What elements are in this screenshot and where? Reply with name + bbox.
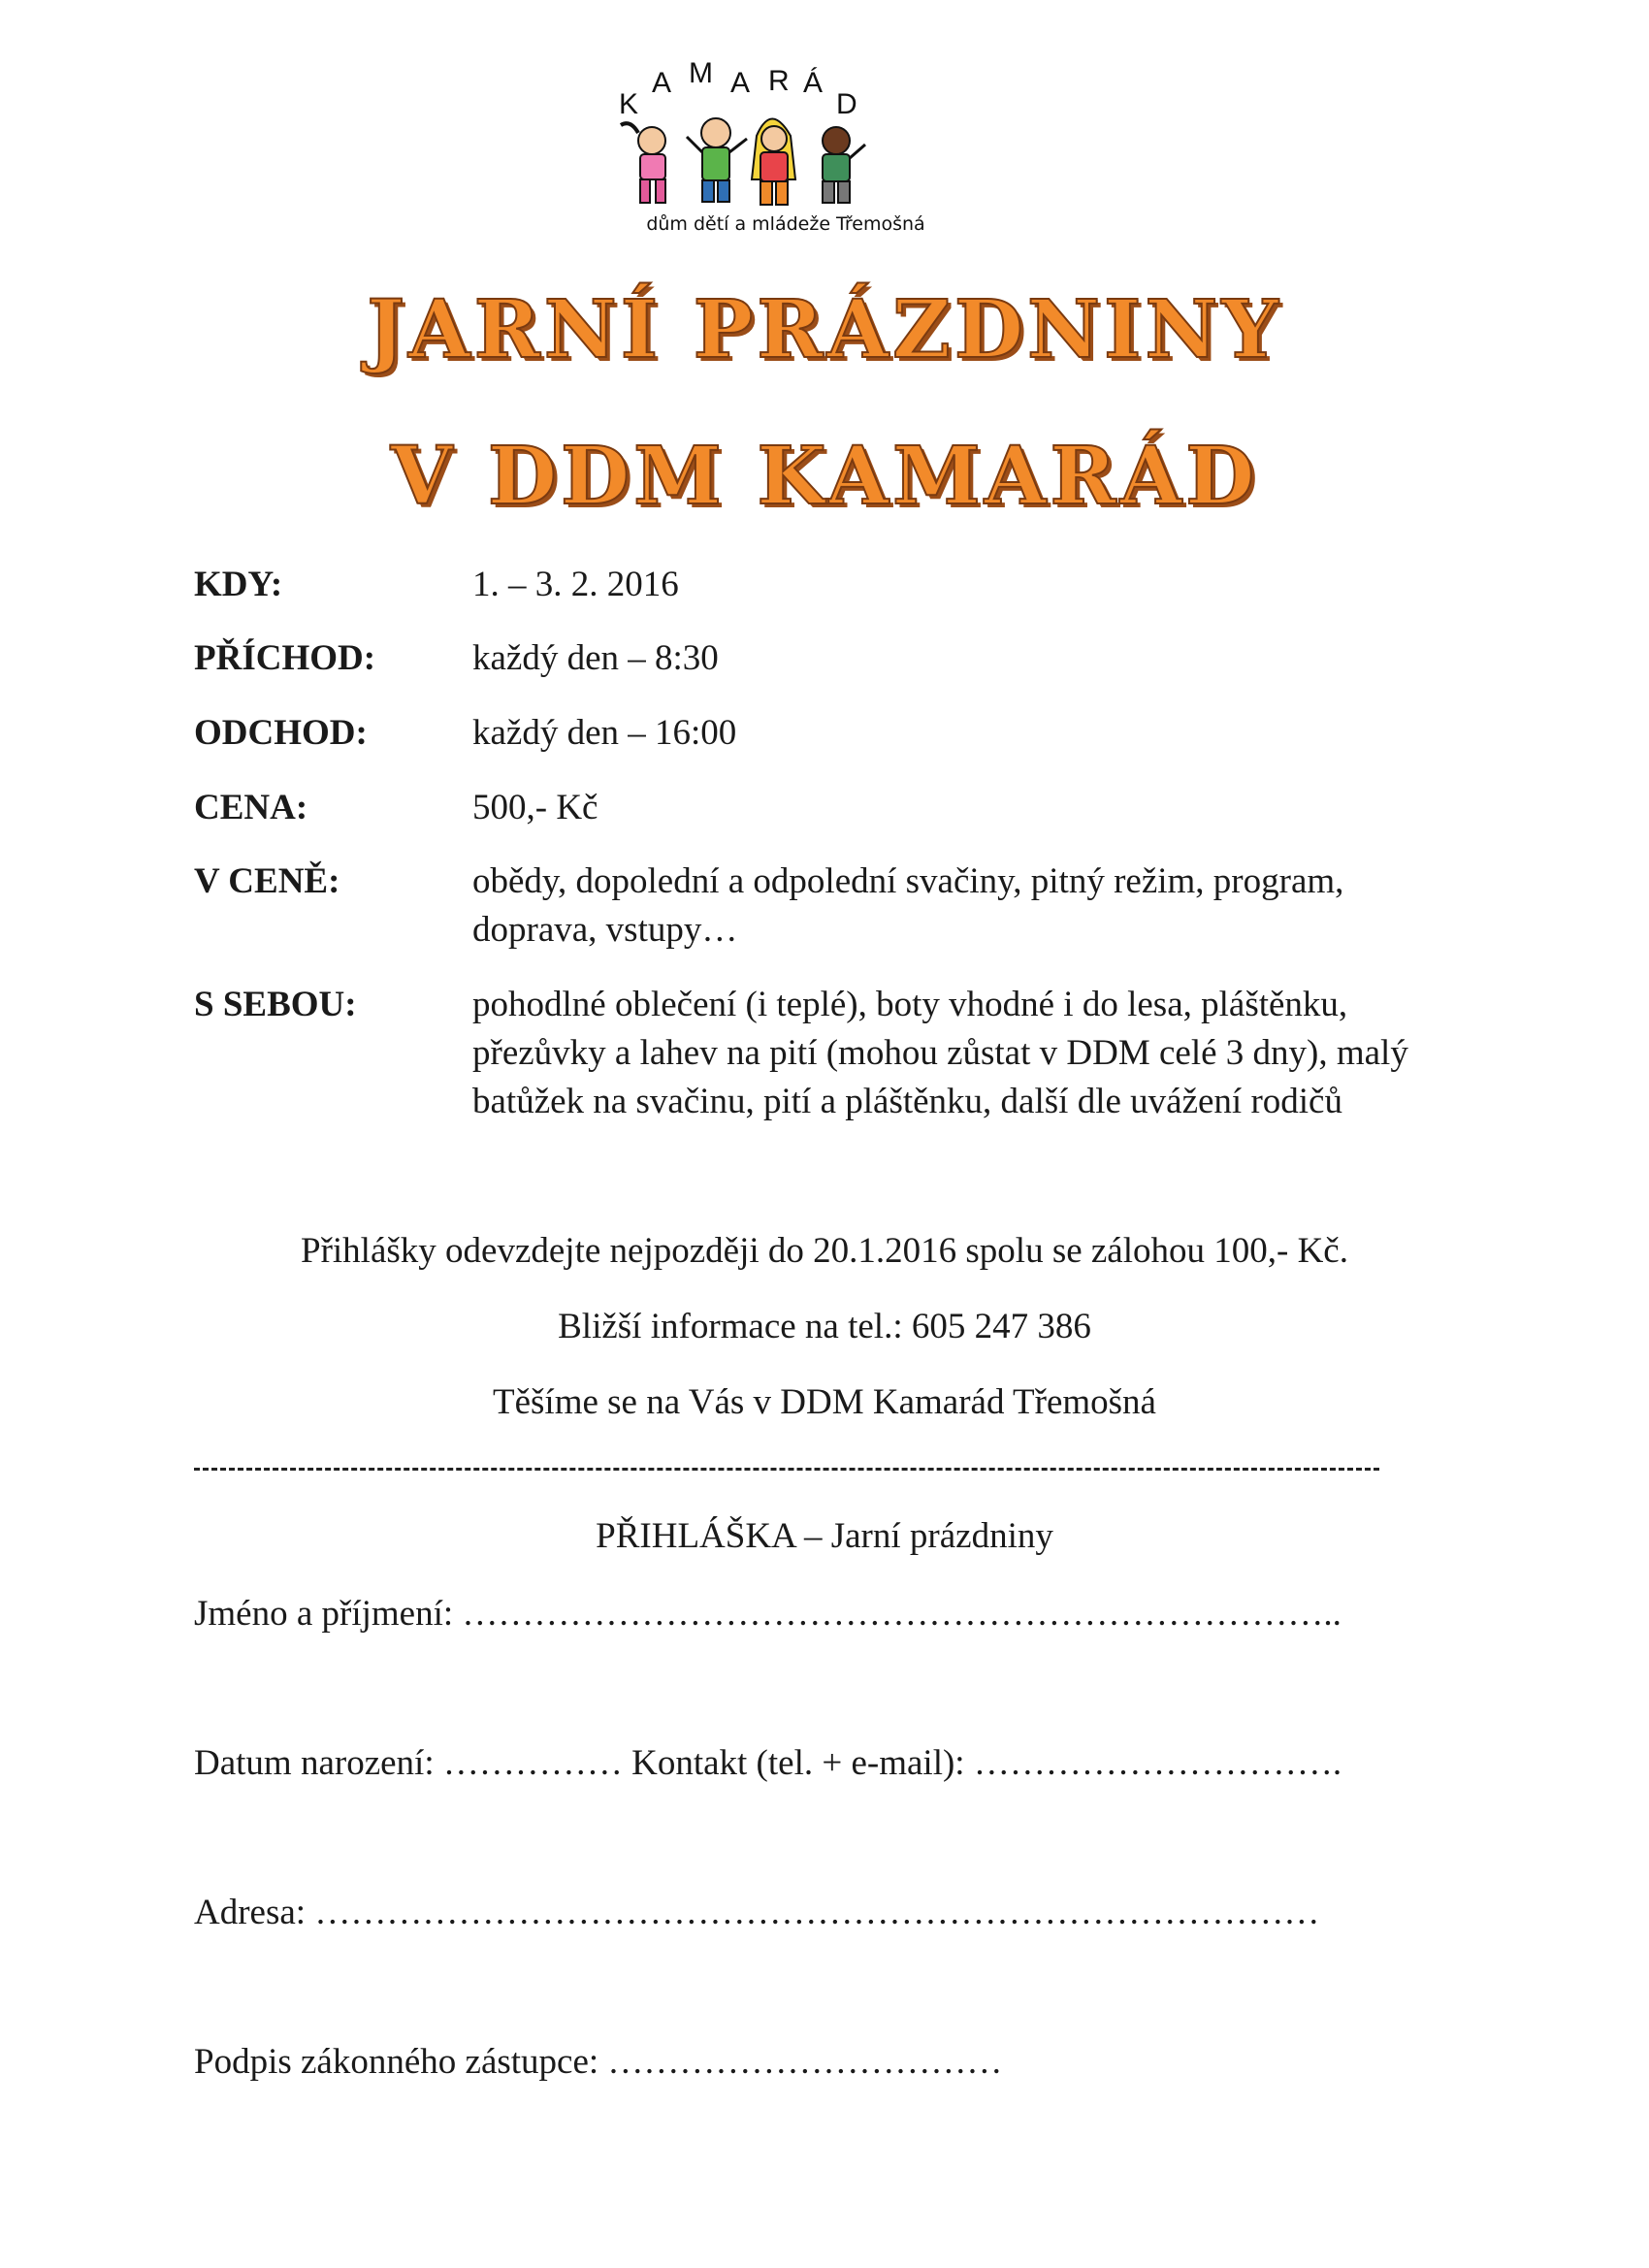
ddm-kamarad-logo (592, 44, 980, 243)
child-figure-icon (823, 127, 865, 203)
contact-note: Bližší informace na tel.: 605 247 386 (558, 1307, 1091, 1346)
svg-text:M: M (689, 57, 713, 89)
child-figure-icon (752, 119, 795, 206)
headline-line-2: V DDM KAMARÁD (390, 430, 1259, 523)
svg-text:A: A (730, 67, 751, 99)
info-value: každý den – 16:00 (472, 713, 737, 753)
info-value: obědy, dopolední a odpolední svačiny, pitný režim, program, doprava, vstupy… (472, 861, 1344, 950)
name-field[interactable]: Jméno a příjmení: ……………………………………………………………….. (194, 1594, 1342, 1634)
info-value: 1. – 3. 2. 2016 (472, 565, 679, 604)
info-label: S SEBOU: (194, 985, 357, 1024)
svg-text:K: K (619, 88, 639, 120)
info-value: 500,- Kč (472, 788, 598, 827)
svg-text:D: D (836, 88, 857, 120)
svg-text:dům dětí a mládeže Třemošná: dům dětí a mládeže Třemošná (646, 213, 925, 235)
svg-text:R: R (768, 65, 790, 97)
address-field[interactable]: Adresa: ………………………………………………………………………… (194, 1893, 1320, 1932)
info-label: KDY: (194, 565, 283, 604)
info-value: pohodlné oblečení (i teplé), boty vhodné i do lesa, pláštěnku, přezůvky a lahev na pití (mohou zůstat v DDM celé 3 dny), malý batůžek na svačinu, pití a pláštěnku, další dle uvážení rodičů (472, 985, 1408, 1121)
headline-line-1: JARNÍ PRÁZDNINY (367, 283, 1282, 376)
info-label: PŘÍCHOD: (194, 638, 376, 678)
info-value: každý den – 8:30 (472, 638, 719, 678)
child-figure-icon (621, 123, 665, 203)
info-label: V CENĚ: (194, 861, 340, 901)
birth-contact-field[interactable]: Datum narození: …………… Kontakt (tel. + e-mail): …………………………. (194, 1743, 1342, 1783)
signature-field[interactable]: Podpis zákonného zástupce: …………………………… (194, 2042, 1003, 2082)
info-label: CENA: (194, 788, 308, 827)
info-label: ODCHOD: (194, 713, 368, 753)
closing-note: Těšíme se na Vás v DDM Kamarád Třemošná (493, 1382, 1156, 1422)
form-title: PŘIHLÁŠKA – Jarní prázdniny (596, 1516, 1053, 1556)
deadline-note: Přihlášky odevzdejte nejpozději do 20.1.2016 spolu se zálohou 100,- Kč. (301, 1231, 1348, 1271)
svg-text:A: A (652, 67, 672, 99)
svg-text:Á: Á (803, 67, 824, 99)
child-figure-icon (687, 118, 747, 202)
cut-line-divider (194, 1468, 1379, 1471)
